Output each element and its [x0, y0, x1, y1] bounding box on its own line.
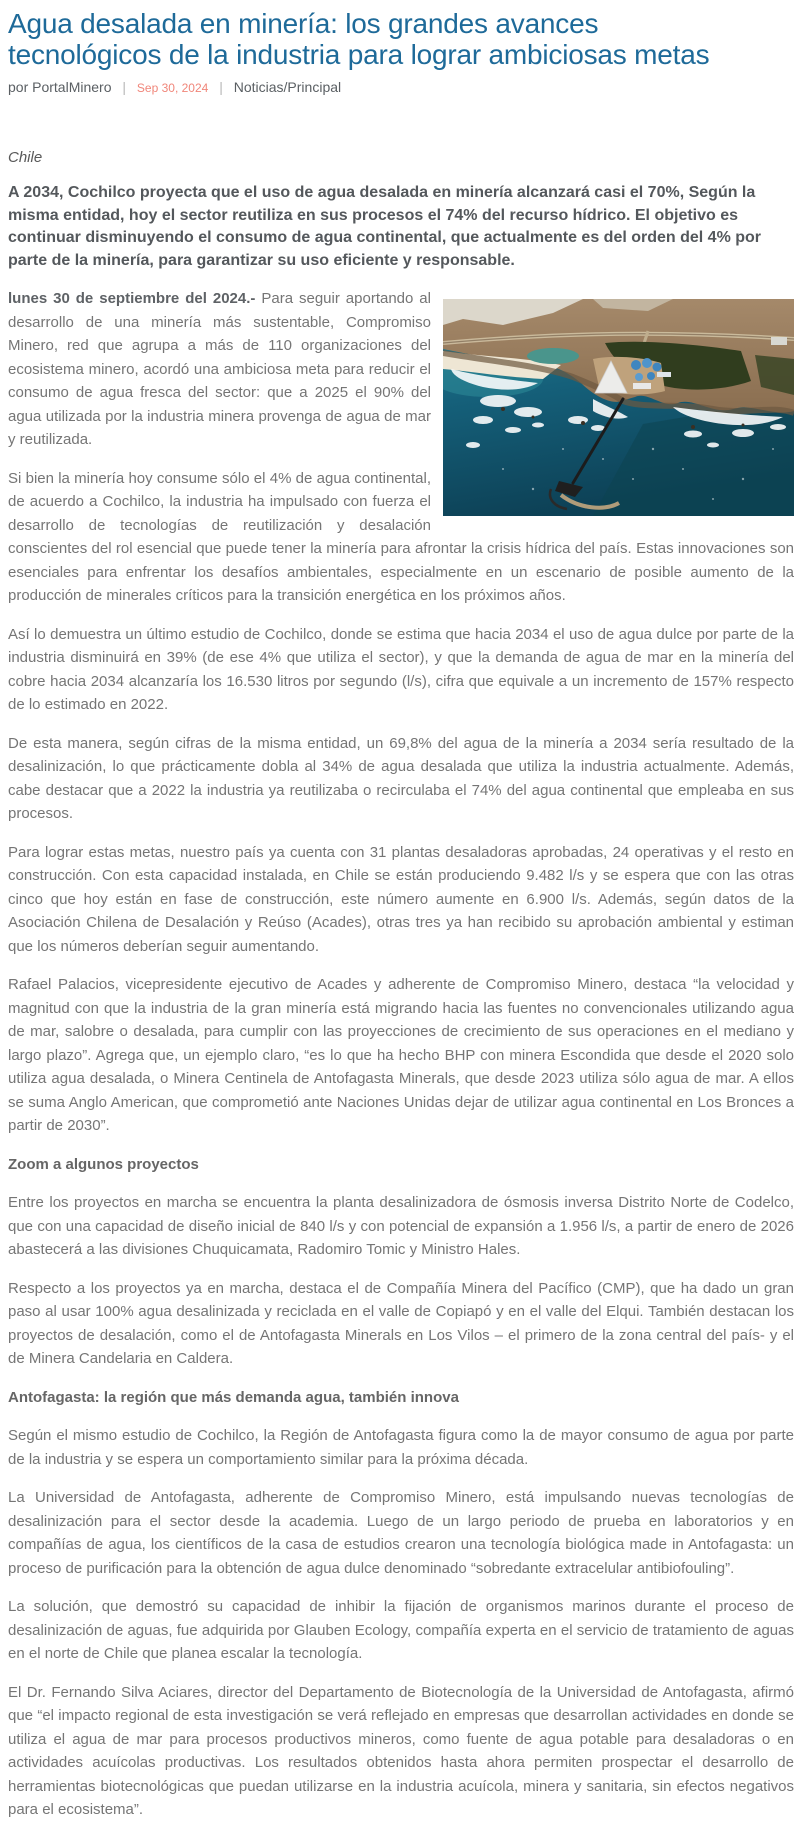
publish-date: Sep 30, 2024 — [136, 81, 209, 95]
byline-prefix: por — [8, 79, 29, 95]
article-photo — [443, 299, 794, 516]
paragraph-list — [8, 287, 794, 1822]
page-title: Agua desalada en minería: los grandes avances tecnológicos de la industria para lograr ambiciosas metas — [8, 8, 710, 70]
paragraph: El Dr. Fernando Silva Aciares, director del Departamento de Biotecnología de la Universidad de Antofagasta, afirmó que “el impacto regional de esta investigación se verá reflejado en empresas que desarrollan actividades en donde se utiliza el agua de mar para procesos productivos mineros, como fuente de agua potable para desaladoras o en actividades acuícolas productivas. Los resultados obtenidos hasta ahora permiten prospectar el desarrollo de herramientas biotecnológicas que puedan utilizarse en la industria acuícola, minera y sanitaria, sin efectos negativos para el ecosistema”. — [8, 1683, 794, 1818]
paragraph: Entre los proyectos en marcha se encuentra la planta desalinizadora de ósmosis inversa Distrito Norte de Codelco, que con una capacidad de diseño inicial de 840 l/s y con potencial de expansión a 1.956 l/s, a partir de enero de 2026 abastecerá a las divisiones Chuquicamata, Radomiro Tomic y Ministro Hales. — [8, 1194, 794, 1258]
paragraph: La Universidad de Antofagasta, adherente de Compromiso Minero, está impulsando nuevas tecnologías de desalinización para el sector desde la academia. Luego de un largo periodo de prueba en laboratorios y en compañías de agua, los científicos de la casa de estudios crearon una tecnología biológica made in Antofagasta: un proceso de purificación para la obtención de agua dulce denominado “sobredante extracelular antibiofouling”. — [8, 1489, 794, 1577]
byline-separator: | — [122, 79, 127, 95]
paragraph: La solución, que demostró su capacidad de inhibir la fijación de organismos marinos durante el proceso de desalinización de aguas, fue adquirida por Glauben Ecology, compañía experta en el servicio de tratamiento de aguas en el norte de Chile que planea escalar la tecnología. — [8, 1598, 794, 1662]
paragraph: Según el mismo estudio de Cochilco, la Región de Antofagasta figura como la de mayor consumo de agua por parte de la industria y se espera un comportamiento similar para la próxima década. — [8, 1427, 794, 1468]
category-link[interactable]: Noticias/Principal — [233, 79, 342, 95]
byline-separator: | — [219, 79, 223, 95]
paragraph: Si bien la minería hoy consume sólo el 4% de agua continental, de acuerdo a Cochilco, la industria ha impulsado con fuerza el desarrollo de tecnologías de reutilización y desalación conscientes del rol esencial que puede tener la minería para afrontar la crisis hídrica del país. Estas innovaciones son esenciales para enfrentar los desafíos ambientales, especialmente en un escenario de posible aumento de la producción de minerales críticos para la transición energética en los próximos años. — [8, 469, 794, 604]
paragraph-bold-lead: lunes 30 de septiembre del 2024.- — [8, 290, 256, 307]
paragraph: Rafael Palacios, vicepresidente ejecutivo de Acades y adherente de Compromiso Minero, destaca “la velocidad y magnitud con que la industria de la gran minería está migrando hacia las fuentes no convencionales utilizando agua de mar, salobre o desalada, para cumplir con las proyecciones de crecimiento de sus operaciones en el mediano y largo plazo”. Agrega que, un ejemplo claro, “es lo que ha hecho BHP con minera Escondida que desde el 2020 solo utiliza agua desalada, o Minera Centinela de Antofagasta Minerals, que desde 2023 utiliza sólo agua de mar. A ellos se suma Anglo American, que comprometió ante Naciones Unidas dejar de utilizar agua continental en Los Bronces a partir de 2030”. — [8, 976, 794, 1134]
author-link[interactable]: PortalMinero — [32, 79, 112, 95]
desalination-plant-photo — [443, 299, 794, 516]
paragraph: Respecto a los proyectos ya en marcha, destaca el de Compañía Minera del Pacífico (CMP), que ha dado un gran paso al usar 100% agua desalinizada y reciclada en el valle de Copiapó y en el valle del Elqui. También destacan los proyectos de desalación, como el de Antofagasta Minerals en Los Vilos – el primero de la zona central del país- y el de Minera Candelaria en Caldera. — [8, 1279, 794, 1367]
paragraph: De esta manera, según cifras de la misma entidad, un 69,8% del agua de la minería a 2034 sería resultado de la desalinización, lo que prácticamente dobla al 34% de agua desalada que utiliza la industria actualmente. Además, cabe destacar que a 2022 la industria ya reutilizaba o recirculaba el 74% del agua continental que empleaba en sus procesos. — [8, 734, 794, 822]
section-heading: Antofagasta: la región que más demanda agua, también innova — [8, 1388, 459, 1406]
byline — [8, 79, 794, 95]
article-body — [8, 287, 794, 1822]
paragraph: Así lo demuestra un último estudio de Cochilco, donde se estima que hacia 2034 el uso de agua dulce por parte de la industria disminuirá en 39% (de ese 4% que utiliza el sector), y que la demanda de agua de mar en la minería del cobre hacia 2034 alcanzaría los 16.530 litros por segundo (l/s), cifra que equivale a un incremento de 157% respecto de lo estimado en 2022. — [8, 625, 794, 713]
intro-paragraph: A 2034, Cochilco proyecta que el uso de agua desalada en minería alcanzará casi el 70%, Según la misma entidad, hoy el sector reutiliza en sus procesos el 74% del recurso hídrico. El objetivo es continuar disminuyendo el consumo de agua continental, que actualmente es del orden del 4% por parte de la minería, para garantizar su uso eficiente y responsable. — [8, 184, 762, 269]
paragraph-text: Para seguir aportando al desarrollo de una minería más sustentable, Compromiso Minero, red que agrupa a más de 110 organizaciones del ecosistema minero, acordó una ambiciosa meta para reducir el consumo de agua fresca del sector: que a 2025 el 90% del agua utilizada por la industria minera provenga de agua de mar y reutilizada. — [8, 290, 431, 448]
paragraph: Para lograr estas metas, nuestro país ya cuenta con 31 plantas desaladoras aprobadas, 24 operativas y el resto en construcción. Con esta capacidad instalada, en Chile se están produciendo 9.482 l/s y se espera que con las otras cinco que hoy están en fase de construcción, este número aumente en 6.900 l/s. Además, según datos de la Asociación Chilena de Desalación y Reúso (Acades), otras tres ya han recibido su aprobación ambiental y estiman que los números deberían seguir aumentando. — [8, 843, 794, 955]
location-label: Chile — [8, 149, 43, 166]
section-heading: Zoom a algunos proyectos — [8, 1155, 199, 1173]
